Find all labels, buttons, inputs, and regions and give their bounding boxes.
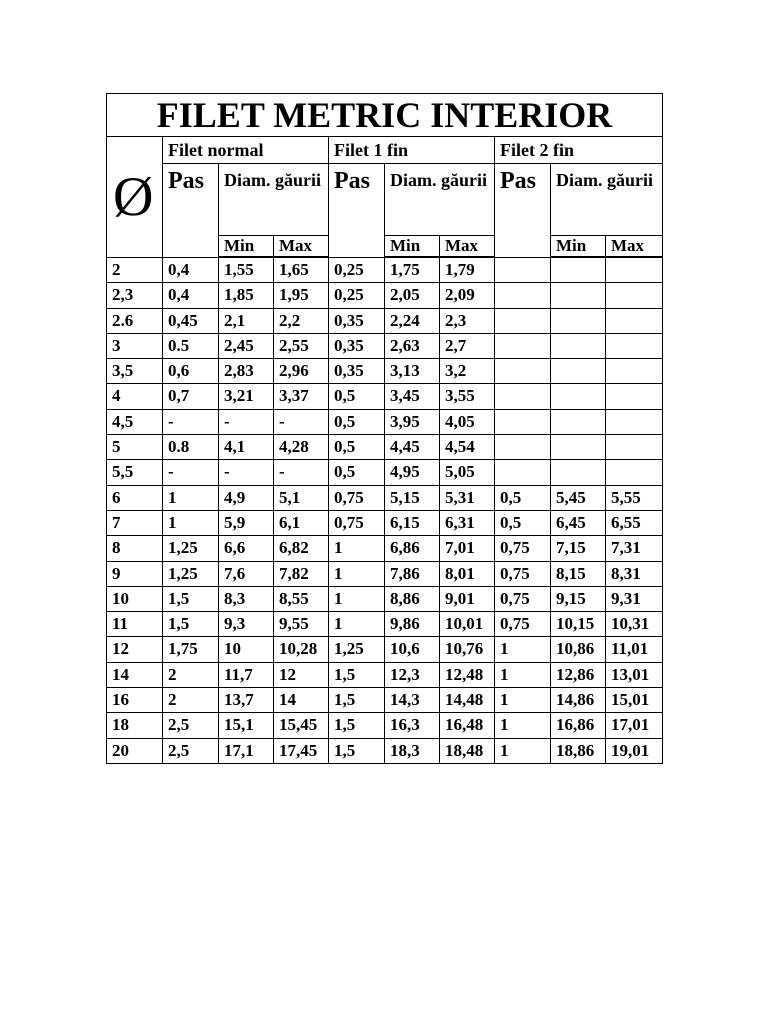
cell-drill-max-fin-2: 9,31 [606, 586, 663, 611]
cell-drill-max-fin-2: 6,55 [606, 510, 663, 535]
cell-pitch-normal: 1,25 [163, 561, 219, 586]
cell-drill-max-fin-1: 16,48 [440, 713, 495, 738]
cell-drill-max-fin-1: 9,01 [440, 586, 495, 611]
cell-drill-min-fin-1: 10,6 [385, 637, 440, 662]
cell-drill-min-normal: 17,1 [219, 738, 274, 763]
cell-pitch-fin-1: 1,5 [329, 662, 385, 687]
cell-drill-min-normal: 9,3 [219, 612, 274, 637]
cell-drill-min-fin-1: 3,45 [385, 384, 440, 409]
cell-drill-min-fin-1: 5,15 [385, 485, 440, 510]
cell-diameter: 7 [107, 510, 163, 535]
cell-pitch-fin-1: 0,25 [329, 283, 385, 308]
cell-drill-max-normal: 17,45 [274, 738, 329, 763]
cell-diameter: 11 [107, 612, 163, 637]
cell-drill-min-fin-1: 18,3 [385, 738, 440, 763]
cell-diameter: 2.6 [107, 308, 163, 333]
table-row [107, 460, 663, 485]
cell-pitch-normal: 2,5 [163, 713, 219, 738]
cell-pitch-fin-1: 0,75 [329, 485, 385, 510]
cell-drill-max-fin-2 [606, 308, 663, 333]
cell-pitch-fin-1: 0,5 [329, 460, 385, 485]
cell-pitch-normal: - [163, 460, 219, 485]
max-header-fin-1: Max [440, 236, 495, 257]
table-row [107, 510, 663, 535]
cell-pitch-normal: 0,4 [163, 258, 219, 283]
cell-diameter: 10 [107, 586, 163, 611]
cell-drill-max-fin-1: 2,09 [440, 283, 495, 308]
cell-pitch-fin-2: 1 [495, 662, 551, 687]
cell-diameter: 4,5 [107, 409, 163, 434]
table-row [107, 738, 663, 763]
cell-drill-max-normal: 9,55 [274, 612, 329, 637]
cell-drill-min-fin-2 [551, 258, 606, 283]
cell-drill-min-normal: 3,21 [219, 384, 274, 409]
cell-drill-max-fin-1: 3,55 [440, 384, 495, 409]
cell-pitch-fin-2 [495, 258, 551, 283]
thread-table-body [107, 258, 663, 764]
cell-drill-max-normal: 1,65 [274, 258, 329, 283]
cell-drill-min-fin-2: 5,45 [551, 485, 606, 510]
cell-pitch-fin-1: 0,35 [329, 359, 385, 384]
cell-drill-min-fin-1: 3,95 [385, 409, 440, 434]
cell-drill-max-fin-1: 7,01 [440, 536, 495, 561]
pitch-header-normal: Pas [163, 164, 219, 258]
cell-pitch-fin-2: 1 [495, 688, 551, 713]
cell-drill-min-fin-2: 9,15 [551, 586, 606, 611]
cell-drill-min-normal: 8,3 [219, 586, 274, 611]
cell-drill-max-fin-1: 14,48 [440, 688, 495, 713]
cell-drill-max-normal: 6,1 [274, 510, 329, 535]
cell-drill-max-fin-2 [606, 283, 663, 308]
cell-diameter: 9 [107, 561, 163, 586]
cell-drill-max-fin-1: 6,31 [440, 510, 495, 535]
group-header-filet-2-fin: Filet 2 fin [495, 137, 663, 164]
table-row [107, 333, 663, 358]
cell-drill-min-normal: 4,9 [219, 485, 274, 510]
table-row [107, 662, 663, 687]
cell-drill-max-fin-2 [606, 409, 663, 434]
cell-drill-max-fin-2: 13,01 [606, 662, 663, 687]
cell-drill-min-fin-2: 16,86 [551, 713, 606, 738]
cell-drill-max-normal: 1,95 [274, 283, 329, 308]
cell-drill-min-fin-1: 9,86 [385, 612, 440, 637]
cell-pitch-fin-1: 0,5 [329, 435, 385, 460]
cell-drill-max-fin-1: 5,05 [440, 460, 495, 485]
cell-drill-min-fin-1: 2,63 [385, 333, 440, 358]
cell-pitch-fin-2: 1 [495, 713, 551, 738]
cell-drill-max-fin-1: 3,2 [440, 359, 495, 384]
cell-drill-max-normal: 12 [274, 662, 329, 687]
cell-drill-min-fin-2: 10,86 [551, 637, 606, 662]
table-row [107, 485, 663, 510]
cell-drill-max-normal: - [274, 409, 329, 434]
cell-diameter: 14 [107, 662, 163, 687]
cell-pitch-normal: 2,5 [163, 738, 219, 763]
cell-drill-min-normal: 1,55 [219, 258, 274, 283]
cell-pitch-fin-2: 0,5 [495, 485, 551, 510]
cell-drill-min-normal: 15,1 [219, 713, 274, 738]
pitch-header-fin-2: Pas [495, 164, 551, 258]
cell-pitch-fin-2 [495, 283, 551, 308]
cell-drill-min-fin-1: 2,24 [385, 308, 440, 333]
cell-diameter: 8 [107, 536, 163, 561]
table-row [107, 637, 663, 662]
cell-drill-max-normal: 5,1 [274, 485, 329, 510]
min-header-fin-2: Min [551, 236, 606, 257]
cell-drill-max-normal: 14 [274, 688, 329, 713]
cell-drill-max-normal: 2,2 [274, 308, 329, 333]
drill-diameter-header-fin-2: Diam. găurii [551, 164, 663, 236]
cell-drill-min-normal: 2,45 [219, 333, 274, 358]
cell-drill-min-fin-1: 7,86 [385, 561, 440, 586]
table-row [107, 713, 663, 738]
cell-pitch-normal: 0,45 [163, 308, 219, 333]
cell-pitch-fin-1: 0,25 [329, 258, 385, 283]
cell-diameter: 3 [107, 333, 163, 358]
cell-drill-min-normal: 5,9 [219, 510, 274, 535]
cell-pitch-fin-2: 0,75 [495, 612, 551, 637]
cell-drill-min-normal: - [219, 409, 274, 434]
cell-pitch-fin-1: 1 [329, 536, 385, 561]
cell-drill-min-fin-2: 18,86 [551, 738, 606, 763]
cell-pitch-fin-1: 1 [329, 586, 385, 611]
cell-diameter: 6 [107, 485, 163, 510]
table-row [107, 536, 663, 561]
cell-drill-min-fin-2 [551, 409, 606, 434]
table-row [107, 359, 663, 384]
cell-pitch-normal: 1,75 [163, 637, 219, 662]
cell-drill-max-normal: 8,55 [274, 586, 329, 611]
pitch-header-fin-1: Pas [329, 164, 385, 258]
cell-pitch-fin-2 [495, 409, 551, 434]
cell-drill-max-fin-2 [606, 435, 663, 460]
cell-drill-min-normal: 1,85 [219, 283, 274, 308]
cell-pitch-normal: 1,5 [163, 586, 219, 611]
cell-drill-max-normal: 15,45 [274, 713, 329, 738]
cell-pitch-fin-1: 1,5 [329, 738, 385, 763]
cell-pitch-fin-2: 1 [495, 738, 551, 763]
cell-diameter: 16 [107, 688, 163, 713]
cell-drill-min-fin-2 [551, 384, 606, 409]
cell-drill-max-fin-1: 10,01 [440, 612, 495, 637]
cell-drill-min-normal: 4,1 [219, 435, 274, 460]
cell-drill-min-fin-2 [551, 333, 606, 358]
cell-drill-max-fin-2: 19,01 [606, 738, 663, 763]
cell-drill-max-fin-2: 7,31 [606, 536, 663, 561]
cell-pitch-fin-1: 0,5 [329, 384, 385, 409]
cell-drill-max-fin-1: 8,01 [440, 561, 495, 586]
cell-diameter: 5,5 [107, 460, 163, 485]
cell-pitch-normal: 2 [163, 662, 219, 687]
cell-drill-min-normal: - [219, 460, 274, 485]
table-row [107, 561, 663, 586]
cell-pitch-normal: - [163, 409, 219, 434]
cell-drill-min-normal: 2,1 [219, 308, 274, 333]
cell-drill-min-fin-1: 16,3 [385, 713, 440, 738]
cell-drill-max-fin-2: 5,55 [606, 485, 663, 510]
cell-drill-max-fin-2: 17,01 [606, 713, 663, 738]
cell-pitch-fin-2 [495, 460, 551, 485]
cell-pitch-fin-2 [495, 333, 551, 358]
thread-table-container [106, 93, 662, 764]
cell-drill-max-fin-1: 5,31 [440, 485, 495, 510]
cell-pitch-fin-2 [495, 308, 551, 333]
cell-drill-min-fin-1: 14,3 [385, 688, 440, 713]
cell-drill-max-fin-1: 1,79 [440, 258, 495, 283]
cell-drill-min-fin-2: 12,86 [551, 662, 606, 687]
cell-drill-max-fin-1: 18,48 [440, 738, 495, 763]
cell-drill-max-fin-2 [606, 460, 663, 485]
table-row [107, 409, 663, 434]
cell-drill-min-fin-2 [551, 460, 606, 485]
cell-drill-min-fin-1: 3,13 [385, 359, 440, 384]
diameter-symbol-header: Ø [107, 137, 163, 258]
cell-pitch-normal: 0,7 [163, 384, 219, 409]
table-row [107, 688, 663, 713]
drill-diameter-header-normal: Diam. găurii [219, 164, 329, 236]
metric-thread-table [106, 93, 663, 764]
cell-drill-max-normal: 2,96 [274, 359, 329, 384]
cell-drill-max-normal: 2,55 [274, 333, 329, 358]
cell-drill-min-fin-1: 2,05 [385, 283, 440, 308]
cell-drill-min-fin-1: 8,86 [385, 586, 440, 611]
drill-diameter-header-fin-1: Diam. găurii [385, 164, 495, 236]
cell-pitch-fin-2: 0,75 [495, 536, 551, 561]
cell-pitch-normal: 0.5 [163, 333, 219, 358]
cell-pitch-normal: 1,25 [163, 536, 219, 561]
cell-drill-max-normal: 6,82 [274, 536, 329, 561]
cell-pitch-fin-2 [495, 435, 551, 460]
cell-drill-min-normal: 13,7 [219, 688, 274, 713]
cell-drill-max-normal: 3,37 [274, 384, 329, 409]
cell-pitch-fin-1: 1,5 [329, 688, 385, 713]
cell-drill-max-fin-1: 12,48 [440, 662, 495, 687]
cell-drill-max-normal: - [274, 460, 329, 485]
cell-drill-min-fin-1: 4,45 [385, 435, 440, 460]
cell-drill-min-normal: 7,6 [219, 561, 274, 586]
cell-pitch-fin-1: 0,5 [329, 409, 385, 434]
cell-drill-max-fin-1: 4,05 [440, 409, 495, 434]
cell-diameter: 4 [107, 384, 163, 409]
table-row [107, 283, 663, 308]
cell-drill-min-fin-2 [551, 308, 606, 333]
cell-drill-min-fin-1: 4,95 [385, 460, 440, 485]
cell-pitch-fin-2: 1 [495, 637, 551, 662]
table-row [107, 612, 663, 637]
cell-drill-max-fin-2: 8,31 [606, 561, 663, 586]
cell-drill-max-fin-1: 2,3 [440, 308, 495, 333]
cell-pitch-fin-1: 0,75 [329, 510, 385, 535]
cell-drill-min-fin-1: 1,75 [385, 258, 440, 283]
cell-drill-max-fin-2: 15,01 [606, 688, 663, 713]
cell-drill-min-fin-2: 6,45 [551, 510, 606, 535]
cell-drill-max-fin-2 [606, 384, 663, 409]
table-title: FILET METRIC INTERIOR [107, 94, 663, 137]
cell-diameter: 2,3 [107, 283, 163, 308]
cell-diameter: 18 [107, 713, 163, 738]
table-row [107, 258, 663, 283]
cell-drill-max-fin-1: 10,76 [440, 637, 495, 662]
cell-pitch-fin-1: 0,35 [329, 333, 385, 358]
table-row [107, 308, 663, 333]
cell-drill-max-fin-2: 10,31 [606, 612, 663, 637]
cell-drill-max-fin-2 [606, 258, 663, 283]
min-header-fin-1: Min [385, 236, 440, 257]
table-row [107, 586, 663, 611]
cell-drill-max-fin-2: 11,01 [606, 637, 663, 662]
cell-pitch-normal: 0,4 [163, 283, 219, 308]
cell-pitch-fin-2 [495, 384, 551, 409]
cell-drill-max-fin-1: 2,7 [440, 333, 495, 358]
cell-pitch-fin-2 [495, 359, 551, 384]
cell-pitch-fin-1: 0,35 [329, 308, 385, 333]
cell-drill-min-normal: 10 [219, 637, 274, 662]
max-header-fin-2: Max [606, 236, 663, 257]
cell-drill-max-fin-2 [606, 359, 663, 384]
cell-pitch-fin-2: 0,75 [495, 586, 551, 611]
group-header-filet-normal: Filet normal [163, 137, 329, 164]
cell-drill-min-fin-2: 7,15 [551, 536, 606, 561]
cell-diameter: 12 [107, 637, 163, 662]
cell-drill-max-fin-1: 4,54 [440, 435, 495, 460]
cell-pitch-fin-1: 1,25 [329, 637, 385, 662]
cell-diameter: 5 [107, 435, 163, 460]
cell-drill-min-fin-2 [551, 359, 606, 384]
group-header-filet-1-fin: Filet 1 fin [329, 137, 495, 164]
cell-diameter: 3,5 [107, 359, 163, 384]
cell-pitch-fin-1: 1,5 [329, 713, 385, 738]
cell-pitch-fin-1: 1 [329, 612, 385, 637]
cell-drill-min-fin-1: 6,86 [385, 536, 440, 561]
table-row [107, 435, 663, 460]
max-header-normal: Max [274, 236, 329, 257]
cell-drill-max-normal: 7,82 [274, 561, 329, 586]
cell-drill-min-fin-1: 12,3 [385, 662, 440, 687]
cell-pitch-normal: 1 [163, 485, 219, 510]
cell-drill-max-normal: 4,28 [274, 435, 329, 460]
cell-drill-min-normal: 6,6 [219, 536, 274, 561]
cell-drill-min-fin-1: 6,15 [385, 510, 440, 535]
cell-drill-min-fin-2 [551, 435, 606, 460]
cell-pitch-fin-1: 1 [329, 561, 385, 586]
cell-pitch-normal: 2 [163, 688, 219, 713]
cell-pitch-normal: 0,6 [163, 359, 219, 384]
cell-diameter: 20 [107, 738, 163, 763]
cell-diameter: 2 [107, 258, 163, 283]
cell-drill-min-fin-2: 8,15 [551, 561, 606, 586]
cell-drill-min-normal: 11,7 [219, 662, 274, 687]
table-row [107, 384, 663, 409]
cell-pitch-normal: 0.8 [163, 435, 219, 460]
cell-drill-max-fin-2 [606, 333, 663, 358]
cell-pitch-normal: 1 [163, 510, 219, 535]
min-header-normal: Min [219, 236, 274, 257]
cell-pitch-normal: 1,5 [163, 612, 219, 637]
cell-drill-min-normal: 2,83 [219, 359, 274, 384]
cell-drill-min-fin-2 [551, 283, 606, 308]
cell-pitch-fin-2: 0,75 [495, 561, 551, 586]
cell-pitch-fin-2: 0,5 [495, 510, 551, 535]
cell-drill-min-fin-2: 14,86 [551, 688, 606, 713]
cell-drill-max-normal: 10,28 [274, 637, 329, 662]
cell-drill-min-fin-2: 10,15 [551, 612, 606, 637]
